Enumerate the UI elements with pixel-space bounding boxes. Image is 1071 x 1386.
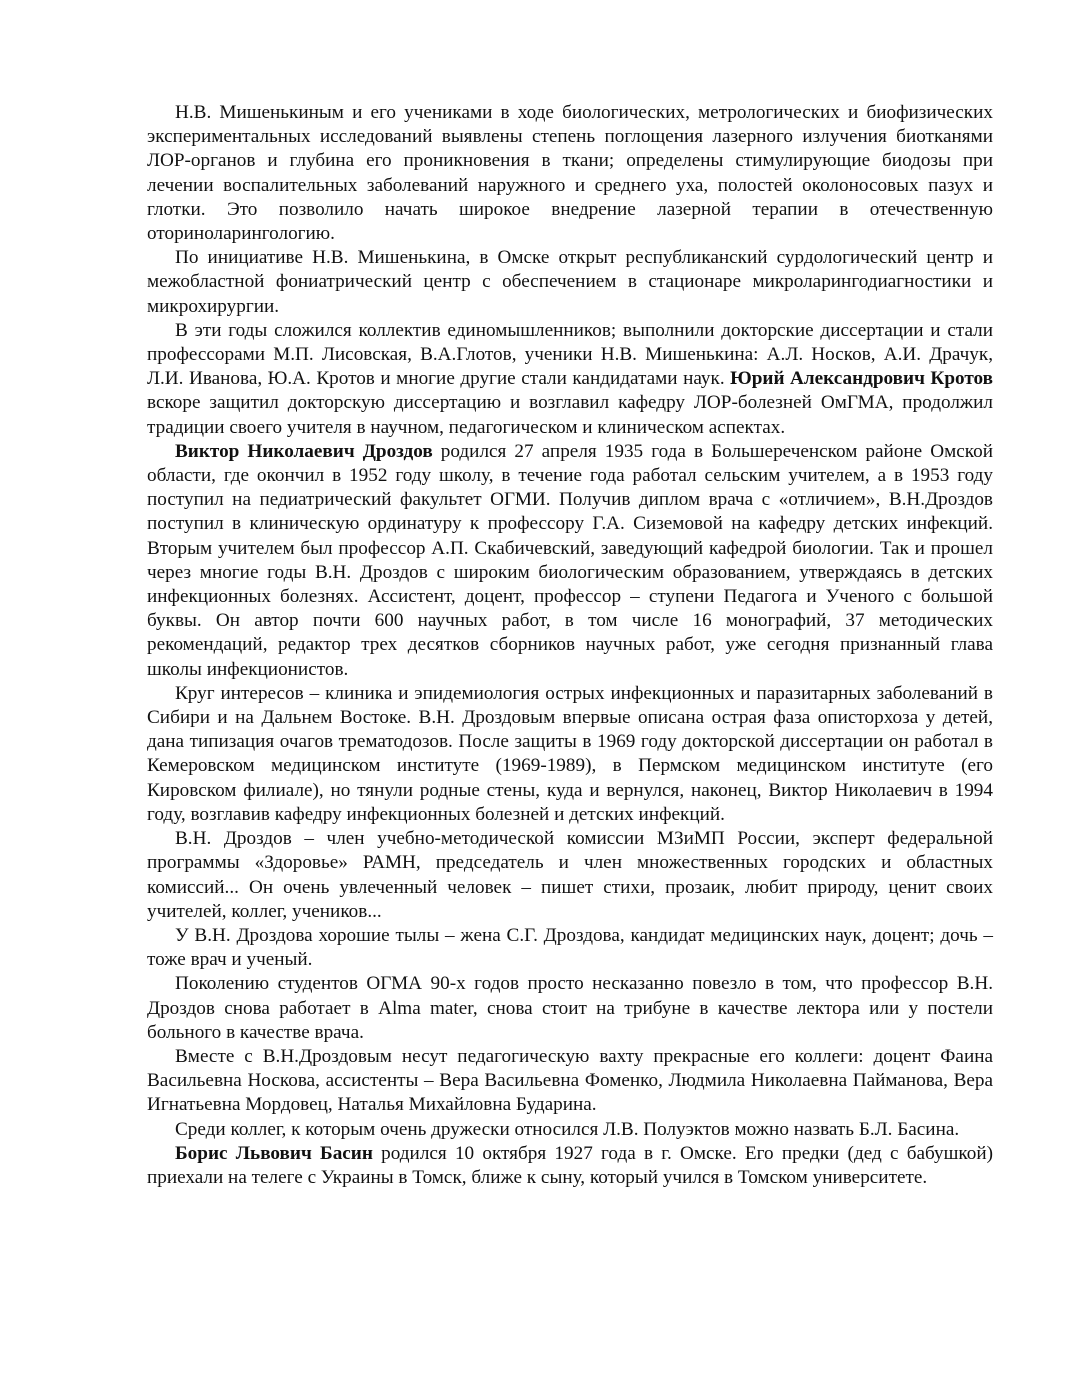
paragraph-5-text: Круг интересов – клиника и эпидемиология острых инфекционных и паразитарных заболеваний в Сибири и на Дальнем Востоке. В.Н. Дроздовым впервые описана острая фаза описторхоза у детей, дана типизация очагов трематодозов. После защиты в 1969 году докторской диссертации он работал в Кемеровском медицинском институте (1969-1989), в Пермском медицинском институте (его Кировском филиале), но тянули родные стены, куда и вернулся, наконец, Виктор Николаевич в 1994 году, возглавив кафедру инфекционных болезней и детских инфекций. (147, 682, 993, 825)
paragraph-7 (147, 924, 993, 972)
paragraph-10 (147, 1118, 993, 1142)
paragraph-8 (147, 972, 993, 1045)
paragraph-8-text: Поколению студентов ОГМА 90-х годов просто несказанно повезло в том, что профессор В.Н. Дроздов снова работает в Alma mater, снова стоит на трибуне в качестве лектора или у постели больного в качестве врача. (147, 973, 993, 1043)
paragraph-11-bold-name: Борис Львович Басин (175, 1142, 373, 1164)
paragraph-11-text-after: родился 10 октября 1927 года в г. Омске. Его предки (дед с бабушкой) приехали на телеге с Украины в Томск, ближе к сыну, который учился в Томском университете. (147, 1142, 993, 1188)
paragraph-11 (147, 1142, 993, 1190)
paragraph-1-text: Н.В. Мишенькиным и его учениками в ходе биологических, метрологических и биофизических экспериментальных исследований выявлены степень поглощения лазерного излучения биотканями ЛОР-органов и глубина его проникновения в ткани; определены стимулирующие биодозы при лечении воспалительных заболеваний наружного и среднего уха, полостей околоносовых пазух и глотки. Это позволило начать широкое внедрение лазерной терапии в отечественную оториноларингологию. (147, 102, 993, 245)
paragraph-2-text: По инициативе Н.В. Мишенькина, в Омске открыт республиканский сурдологический центр и межобластной фониатрический центр с обеспечением в стационаре микроларингодиагностики и микрохирургии. (147, 247, 993, 317)
paragraph-6 (147, 827, 993, 924)
paragraph-7-text: У В.Н. Дроздова хорошие тылы – жена С.Г. Дроздова, кандидат медицинских наук, доцент; дочь – тоже врач и ученый. (147, 924, 993, 971)
paragraph-3-bold-name: Юрий Александрович Кротов (730, 368, 993, 390)
document-page (147, 101, 993, 1190)
paragraph-2 (147, 246, 993, 319)
paragraph-9-text: Вместе с В.Н.Дроздовым несут педагогическую вахту прекрасные его коллеги: доцент Фаина Васильевна Носкова, ассистенты – Вера Васильевна Фоменко, Людмила Николаевна Пайманова, Вера Игнатьевна Мордовец, Наталья Михайловна Бударина. (147, 1045, 993, 1116)
paragraph-6-text: В.Н. Дроздов – член учебно-методической комиссии МЗиМП России, эксперт федеральной программы «Здоровье» РАМН, председатель и член множественных городских и областных комиссий... Он очень увлеченный человек – пишет стихи, прозаик, любит природу, ценит своих учителей, коллег, учеников... (147, 828, 993, 922)
paragraph-10-text: Среди коллег, к которым очень дружески относился Л.В. Полуэктов можно назвать Б.Л. Басина. (175, 1118, 960, 1140)
paragraph-3-text-before: В эти годы сложился коллектив единомышленников; выполнили докторские диссертации и стали профессорами М.П. Лисовская, В.А.Глотов, ученики Н.В. Мишенькина: А.Л. Носков, А.И. Драчук, Л.И. Иванова, Ю.А. Кротов и многие другие стали кандидатами наук. (147, 319, 993, 390)
paragraph-4-bold-name: Виктор Николаевич Дроздов (175, 440, 433, 462)
paragraph-3 (147, 319, 993, 440)
paragraph-4 (147, 440, 993, 682)
paragraph-9 (147, 1045, 993, 1118)
paragraph-3-text-after: вскоре защитил докторскую диссертацию и возглавил кафедру ЛОР-болезней ОмГМА, продолжил традиции своего учителя в научном, педагогическом и клиническом аспектах. (147, 392, 993, 438)
paragraph-5 (147, 682, 993, 827)
paragraph-1 (147, 101, 993, 246)
paragraph-4-text-after: родился 27 апреля 1935 года в Большереченском районе Омской области, где окончил в 1952 году школу, в течение года работал сельским учителем, а в 1953 году поступил на педиатрический факультет ОГМИ. Получив диплом врача с «отличием», В.Н.Дроздов поступил в клиническую ординатуру к профессору Г.А. Сиземовой на кафедру детских инфекций. Вторым учителем был профессор А.П. Скабичевский, заведующий кафедрой биологии. Так и прошел через многие годы В.Н. Дроздов с широким биологическим образованием, утверждаясь в детских инфекционных болезнях. Ассистент, доцент, профессор – ступени Педагога и Ученого с большой буквы. Он автор почти 600 научных работ, в том числе 16 монографий, 37 методических рекомендаций, редактор трех десятков сборников научных работ, уже сегодня признанный глава школы инфекционистов. (147, 440, 993, 680)
